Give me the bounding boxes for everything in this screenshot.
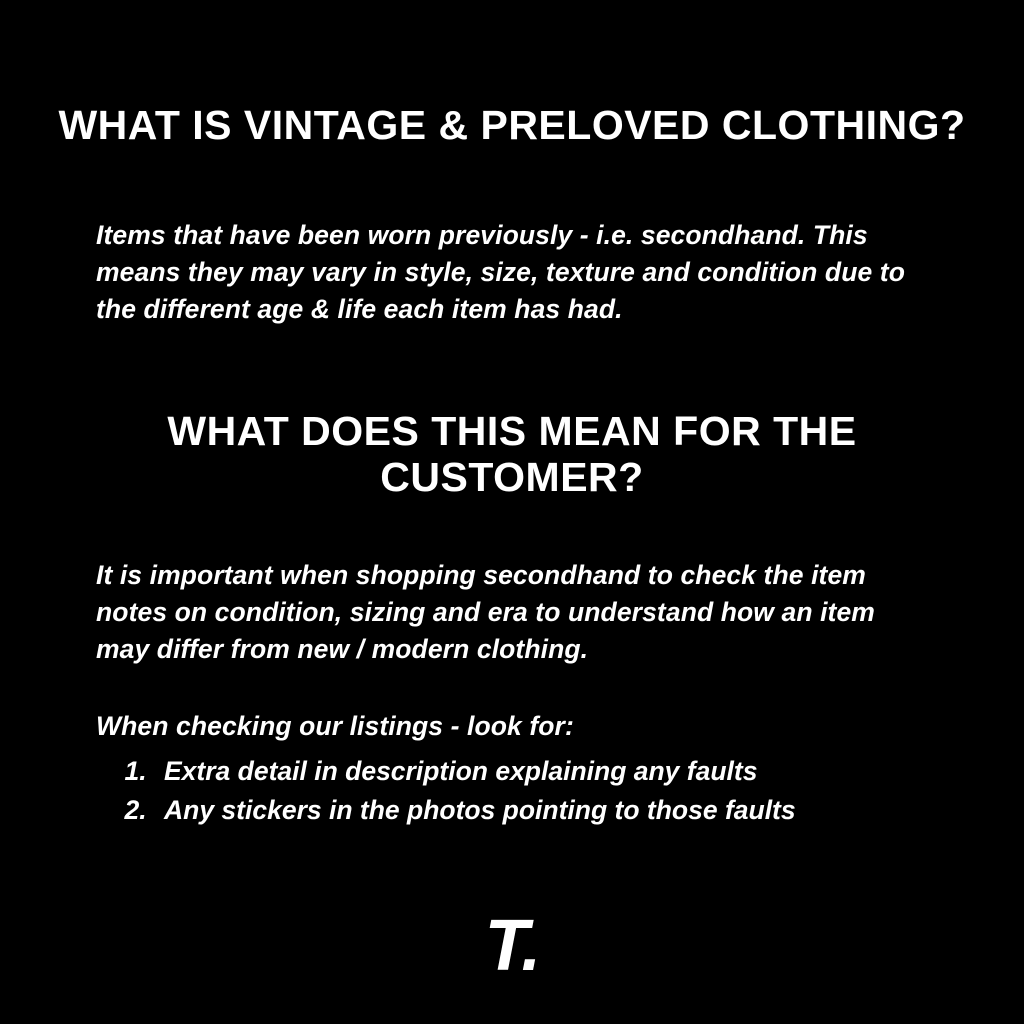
list-item: 2. Any stickers in the photos pointing to those faults	[154, 791, 990, 830]
checklist	[96, 752, 990, 829]
page-title: WHAT IS VINTAGE & PRELOVED CLOTHING?	[58, 102, 966, 149]
logo-mark-icon: T.	[484, 906, 540, 986]
brand-logo	[0, 906, 1024, 986]
section-title: WHAT DOES THIS MEAN FOR THE CUSTOMER?	[167, 408, 857, 500]
checklist-intro: When checking our listings - look for:	[96, 710, 574, 741]
list-item: 1. Extra detail in description explaining any faults	[154, 752, 990, 791]
guidance-paragraph: It is important when shopping secondhand to check the item notes on condition, sizing and era to understand how an item may differ from new / modern clothing.	[96, 559, 875, 664]
definition-paragraph: Items that have been worn previously - i.e. secondhand. This means they may vary in style, size, texture and condition due to the different age & life each item has had.	[96, 219, 905, 324]
